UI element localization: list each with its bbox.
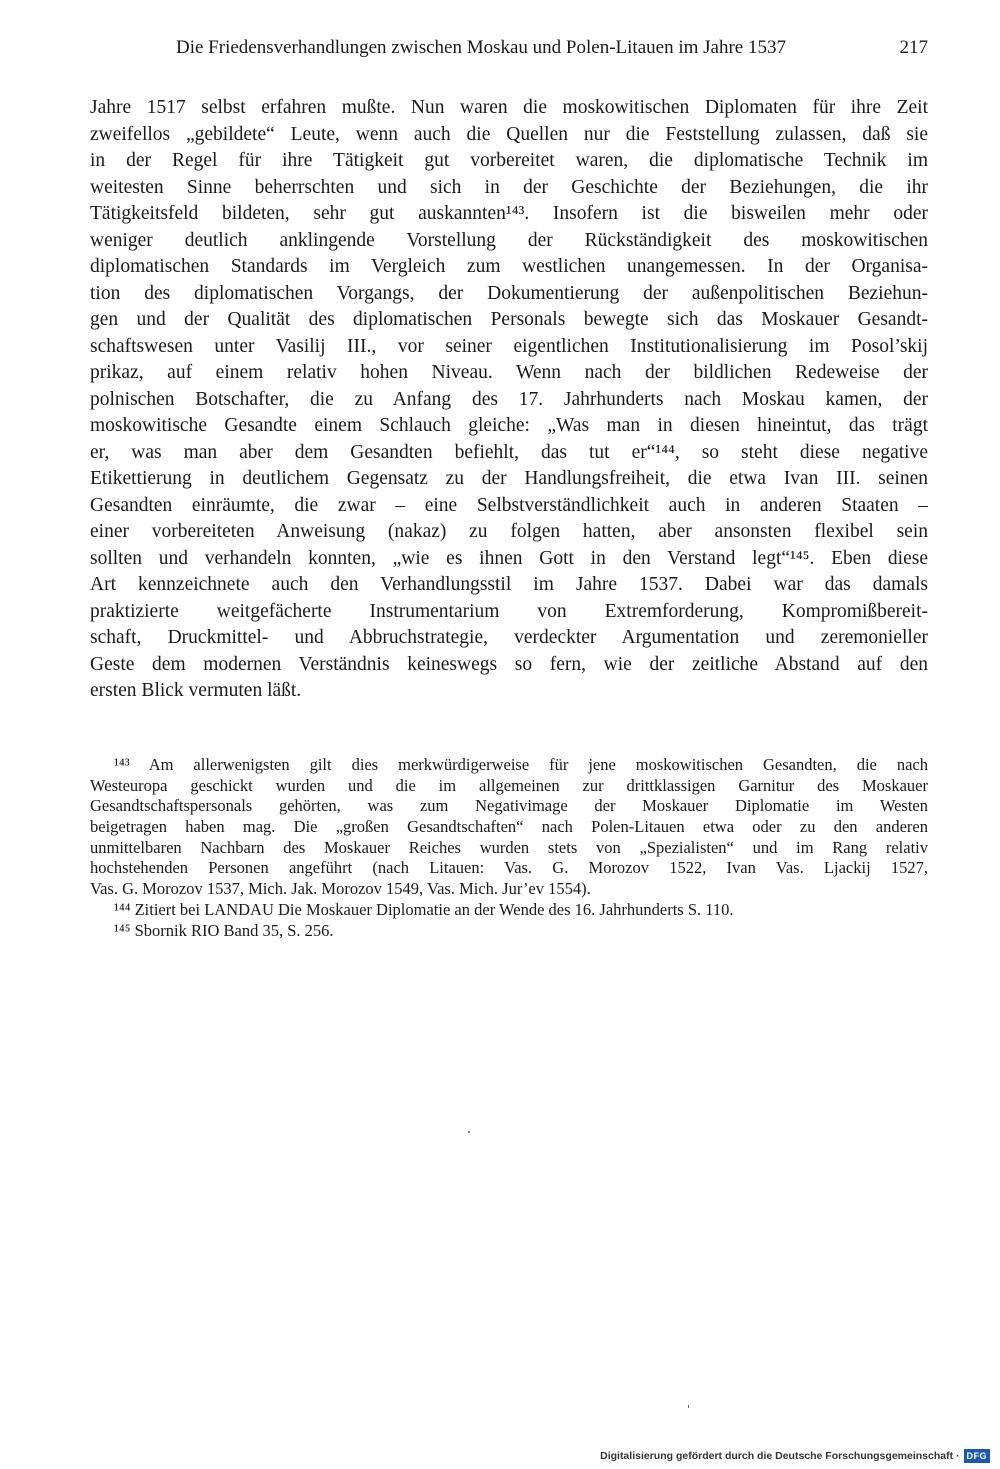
body-line: Art kennzeichnete auch den Verhandlungsstil im Jahre 1537. Dabei war das damals: [90, 574, 928, 595]
body-line: Geste dem modernen Verständnis keineswegs so fern, wie der zeitliche Abstand auf den: [90, 653, 928, 675]
credit-text: Digitalisierung gefördert durch die Deutsche Forschungsgemeinschaft ·: [600, 1450, 960, 1462]
body-line: polnischen Botschafter, die zu Anfang des 17. Jahrhunderts nach Moskau kamen, der: [90, 388, 928, 410]
running-head: [176, 36, 928, 60]
footnote-143-line: hochstehenden Personen angeführt (nach Litauen: Vas. G. Morozov 1522, Ivan Vas. Ljackij 1527,: [90, 858, 928, 878]
body-line: in der Regel für ihre Tätigkeit gut vorbereitet waren, die diplomatische Technik im: [90, 150, 928, 171]
body-line: Gesandten einräumte, die zwar – eine Selbstverständlichkeit auch in anderen Staaten –: [90, 494, 928, 516]
body-line: moskowitische Gesandte einem Schlauch gleiche: „Was man in diesen hineintut, das trägt: [90, 415, 928, 436]
dfg-logo: DFG: [964, 1449, 991, 1463]
body-line: zweifellos „gebildete“ Leute, wenn auch die Quellen nur die Feststellung zulassen, daß sie: [90, 123, 928, 145]
body-line: er, was man aber dem Gesandten befiehlt, das tut er“¹⁴⁴, so steht diese negative: [90, 441, 928, 463]
scan-speck: [688, 1405, 689, 1408]
body-line: sollten und verhandeln konnten, „wie es ihnen Gott in den Verstand legt“¹⁴⁵. Eben diese: [90, 547, 928, 569]
footnote-143-line: unmittelbaren Nachbarn des Moskauer Reiches wurden stets von „Spezialisten“ und im Rang relativ: [90, 837, 928, 857]
page-number: 217: [899, 37, 928, 58]
body-line: praktizierte weitgefächerte Instrumentarium von Extremforderung, Kompromißbereit-: [90, 600, 928, 622]
footnote-143-line: beigetragen haben mag. Die „großen Gesandtschaften“ nach Polen-Litauen etwa oder zu den anderen: [90, 817, 928, 837]
scan-speck: [468, 1131, 470, 1133]
body-line: ersten Blick vermuten läßt.: [90, 680, 302, 701]
footnote-144: ¹⁴⁴ Zitiert bei LANDAU Die Moskauer Diplomatie an der Wende des 16. Jahrhunderts S. 110.: [114, 899, 734, 919]
body-line: prikaz, auf einem relativ hohen Niveau. Wenn nach der bildlichen Redeweise der: [90, 362, 928, 383]
body-line: Etikettierung in deutlichem Gegensatz zu der Handlungsfreiheit, die etwa Ivan III. seinen: [90, 468, 928, 489]
body-line: diplomatischen Standards im Vergleich zum westlichen unangemessen. In der Organisa-: [90, 256, 928, 277]
digitization-credit: [600, 1448, 990, 1464]
body-line: schaft, Druckmittel- und Abbruchstrategie, verdeckter Argumentation und zeremonieller: [90, 627, 928, 648]
body-line: Tätigkeitsfeld bildeten, sehr gut auskannten¹⁴³. Insofern ist die bisweilen mehr oder: [90, 203, 928, 224]
body-line: gen und der Qualität des diplomatischen Personals bewegte sich das Moskauer Gesandt-: [90, 309, 928, 330]
body-line: weitesten Sinne beherrschten und sich in der Geschichte der Beziehungen, die ihr: [90, 176, 928, 198]
body-line: einer vorbereiteten Anweisung (nakaz) zu folgen hatten, aber ansonsten flexibel sein: [90, 521, 928, 542]
body-line: tion des diplomatischen Vorgangs, der Dokumentierung der außenpolitischen Beziehun-: [90, 282, 928, 304]
running-title: Die Friedensverhandlungen zwischen Moskau und Polen-Litauen im Jahre 1537: [176, 37, 786, 58]
footnote-143-line: Gesandtschaftspersonals gehörten, was zum Negativimage der Moskauer Diplomatie im Westen: [90, 796, 928, 816]
footnote-143-line: Westeuropa geschickt wurden und die im allgemeinen zur drittklassigen Garnitur des Moskauer: [90, 775, 928, 795]
footnote-143-line: Vas. G. Morozov 1537, Mich. Jak. Morozov 1549, Vas. Mich. Jur’ev 1554).: [90, 879, 591, 899]
footnote-143-line: ¹⁴³ Am allerwenigsten gilt dies merkwürdigerweise für jene moskowitischen Gesandten, die nach: [114, 755, 928, 774]
footnote-145: ¹⁴⁵ Sbornik RIO Band 35, S. 256.: [114, 920, 334, 940]
footnotes: [90, 755, 928, 941]
body-paragraph: [90, 95, 928, 705]
body-line: Jahre 1517 selbst erfahren mußte. Nun waren die moskowitischen Diplomaten für ihre Zeit: [90, 97, 928, 118]
body-line: weniger deutlich anklingende Vorstellung der Rückständigkeit des moskowitischen: [90, 229, 928, 251]
body-line: schaftswesen unter Vasilij III., vor seiner eigentlichen Institutionalisierung im Posol’skij: [90, 335, 928, 357]
